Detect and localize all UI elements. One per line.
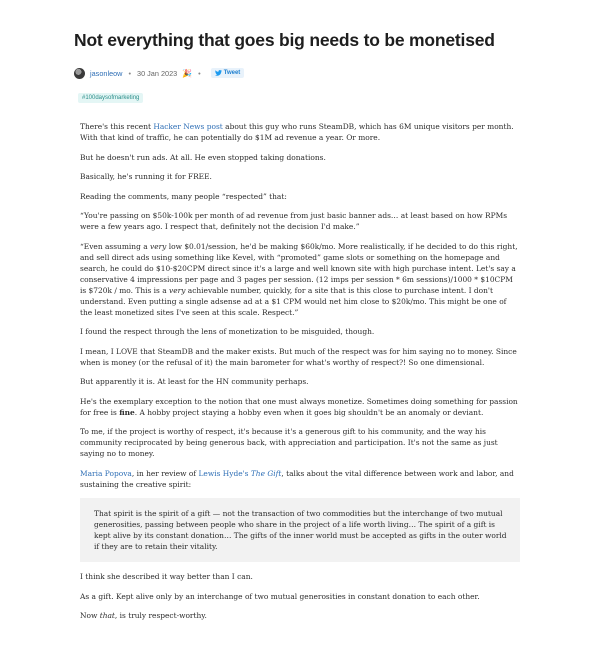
post-meta — [74, 66, 244, 80]
paragraph-11: To me, if the project is worthy of respect, it's because it's a generous gift to his community, and the way his community reciprocated by being generous back, with appreciation and participation. It's not the same as just saying no to money. — [80, 427, 498, 458]
the-gift-link[interactable] — [198, 469, 281, 478]
text: about this guy who runs SteamDB, which has 6M unique visitors per month. With that kind of traffic, he can potentially do $1M ad revenue a year. Or more. — [80, 122, 514, 142]
text: , talks about the vital difference between work and labor, and sustaining the creative spirit: — [80, 468, 514, 489]
tweet-label: Tweet — [223, 70, 241, 76]
strong-text: fine — [119, 407, 135, 417]
page-title: Not everything that goes big needs to be monetised — [74, 30, 495, 50]
paragraph-15 — [80, 610, 520, 621]
tweet-button[interactable] — [211, 68, 245, 78]
paragraph-1 — [80, 121, 520, 143]
comment-quote-2 — [80, 241, 520, 318]
text: low $0.01/session, he'd be making $60k/mo. More realistically, if he decided to do this right, and sell direct ads using something like Kevel, with “promoted” game slots or something on the homepage and search, he could do $10-$20CPM direct since it's a large and well known site with high purchase intent. Let's say a conservative 4 impressions per page and 3 pages per session. (12 imps per session * 6m sessions)/1000 * $10CPM is $720k / mo. This is a — [80, 241, 518, 295]
meta-separator-2: • — [198, 68, 201, 78]
text: “Even assuming a — [80, 241, 150, 251]
avatar-icon[interactable] — [74, 68, 85, 79]
text: There's this recent — [80, 122, 154, 131]
paragraph-13: I think she described it way better than I can. — [80, 572, 253, 581]
link-text: Lewis Hyde's — [198, 468, 251, 478]
meta-separator: • — [128, 68, 132, 78]
maria-popova-link[interactable]: Maria Popova — [80, 468, 132, 478]
text: . A hobby project staying a hobby even when it goes big shouldn't be an anomaly or deviant. — [134, 407, 484, 417]
emphasis: very — [169, 285, 186, 295]
paragraph-10 — [80, 396, 520, 418]
paragraph-8: I mean, I LOVE that SteamDB and the maker exists. But much of the respect was for him saying no to money. Since when is money (or the refusal of it) the main barometer for what's worthy of respect?! So one dimensional. — [80, 346, 517, 367]
hacker-news-link[interactable]: Hacker News post — [153, 122, 223, 131]
text: , is truly respect-worthy. — [114, 611, 207, 620]
text: , in her review of — [131, 468, 199, 478]
paragraph-14: As a gift. Kept alive only by an interchange of two mutual generosities in constant donation to each other. — [80, 591, 480, 601]
twitter-bird-icon — [215, 70, 222, 76]
text: achievable number, quickly, for a site that is this close to purchase intent. I don't understand. Even putting a single adsense ad at a $1 CPM would net him close to $20k/mo. This might be one of the least monetized sites I've seen at this scale. Respect.” — [80, 285, 507, 317]
link-emphasis: The Gift — [250, 468, 282, 478]
blockquote — [80, 498, 520, 562]
comment-quote-1: “You're passing on $50k-100k per month of ad revenue from just basic banner ads… at least based on how RPMs were a few years ago. I respect that, definitely not the decision I'd make.” — [80, 211, 508, 231]
party-popper-icon: 🎉 — [182, 68, 193, 78]
author-link[interactable]: jasonleow — [90, 68, 123, 78]
text: Now — [80, 611, 100, 620]
paragraph-2: But he doesn't run ads. At all. He even stopped taking donations. — [80, 152, 326, 162]
emphasis: very — [150, 241, 167, 251]
paragraph-3: Basically, he's running it for FREE. — [80, 172, 212, 181]
paragraph-7: I found the respect through the lens of monetization to be misguided, though. — [80, 327, 375, 336]
tag-badge[interactable]: #100daysofmarketing — [78, 93, 143, 103]
paragraph-12 — [80, 468, 520, 490]
quote-text: That spirit is the spirit of a gift — not the transaction of two commodities but the interchange of two mutual generosities, passing between people who share in the project of a life worth living… The spirit of a gift is kept alive by its constant donation… The gifts of the inner world must be accepted as gifts in the outer world if they are to retain their vitality. — [94, 509, 507, 551]
text: He's the exemplary exception to the notion that one must always monetize. Sometimes doing something for passion for free is — [80, 396, 518, 417]
emphasis: that — [99, 611, 115, 620]
post-date: 30 Jan 2023 — [137, 68, 178, 78]
post-body — [80, 121, 520, 630]
paragraph-4: Reading the comments, many people “respected” that: — [80, 191, 287, 201]
paragraph-9: But apparently it is. At least for the HN community perhaps. — [80, 377, 309, 386]
